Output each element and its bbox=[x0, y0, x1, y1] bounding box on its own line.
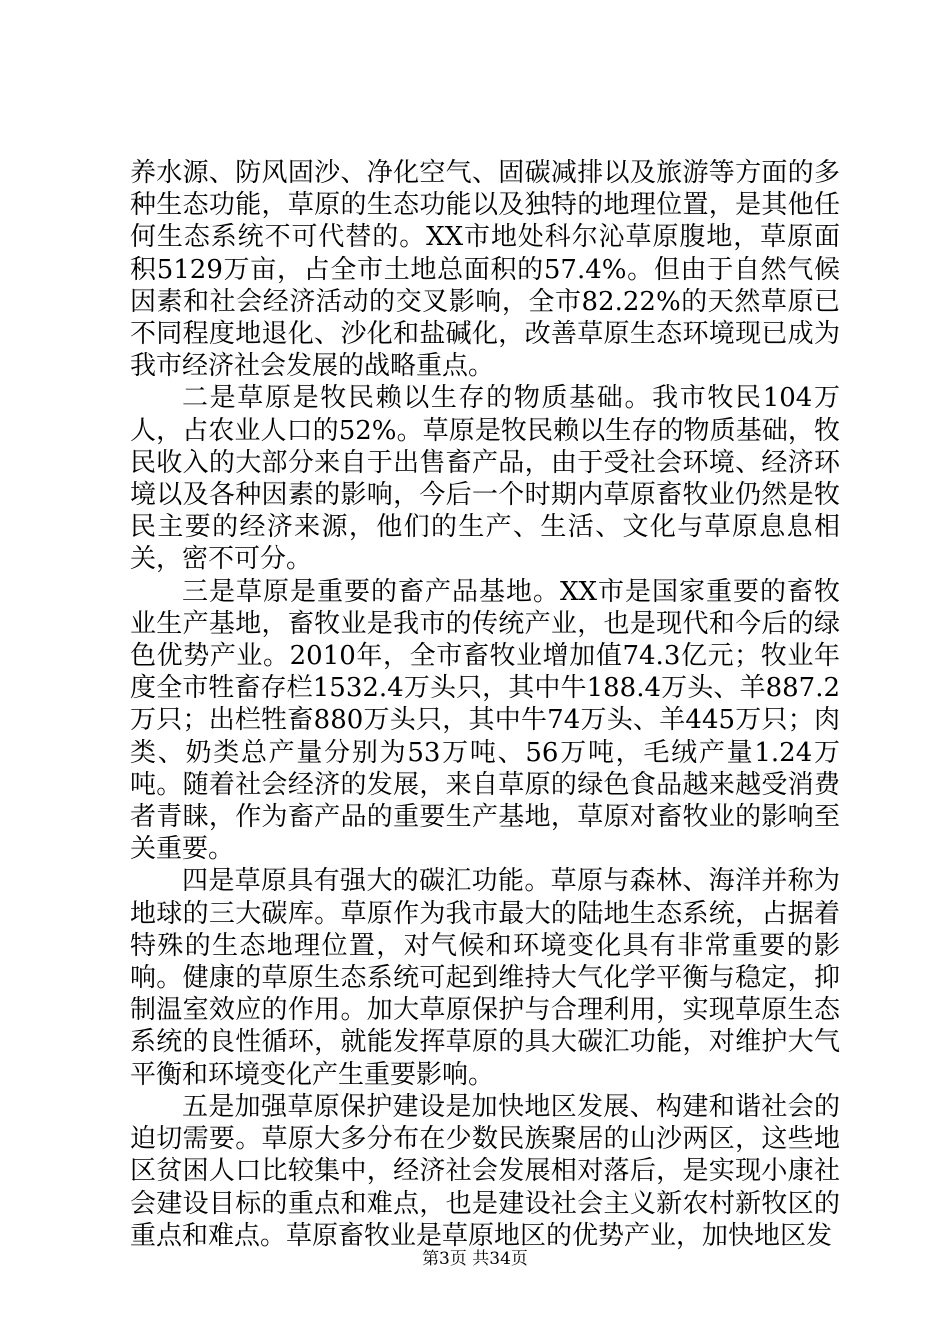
paragraph-point-five: 五是加强草原保护建设是加快地区发展、构建和谐社会的迫切需要。草原大多分布在少数民族聚居的山沙两区，这些地区贫困人口比较集中，经济社会发展相对落后，是实现小康社会建设目标的重点和难点，也是建设社会主义新农村新牧区的重点和难点。草原畜牧业是草原地区的优势产业，加快地区发 bbox=[130, 1091, 840, 1251]
document-body bbox=[130, 157, 840, 1252]
paragraph-point-two: 二是草原是牧民赖以生存的物质基础。我市牧民104万人，占农业人口的52%。草原是牧民赖以生存的物质基础，牧民收入的大部分来自于出售畜产品，由于受社会环境、经济环境以及各种因素的影响，今后一个时期内草原畜牧业仍然是牧民主要的经济来源，他们的生产、生活、文化与草原息息相关，密不可分。 bbox=[130, 383, 840, 575]
paragraph-point-four: 四是草原具有强大的碳汇功能。草原与森林、海洋并称为地球的三大碳库。草原作为我市最大的陆地生态系统，占据着特殊的生态地理位置，对气候和环境变化具有非常重要的影响。健康的草原生态系统可起到维持大气化学平衡与稳定，抑制温室效应的作用。加大草原保护与合理利用，实现草原生态系统的良性循环，就能发挥草原的具大碳汇功能，对维护大气平衡和环境变化产生重要影响。 bbox=[130, 866, 840, 1090]
paragraph-continuation: 养水源、防风固沙、净化空气、固碳减排以及旅游等方面的多种生态功能，草原的生态功能以及独特的地理位置，是其他任何生态系统不可代替的。XX市地处科尔沁草原腹地，草原面积5129万亩，占全市土地总面积的57.4%。但由于自然气候因素和社会经济活动的交叉影响，全市82.22%的天然草原已不同程度地退化、沙化和盐碱化，改善草原生态环境现已成为我市经济社会发展的战略重点。 bbox=[130, 158, 840, 382]
paragraph-point-three: 三是草原是重要的畜产品基地。XX市是国家重要的畜牧业生产基地，畜牧业是我市的传统产业，也是现代和今后的绿色优势产业。2010年，全市畜牧业增加值74.3亿元；牧业年度全市牲畜存栏1532.4万头只，其中牛188.4万头、羊887.2万只；出栏牲畜880万头只，其中牛74万头、羊445万只；肉类、奶类总产量分别为53万吨、56万吨，毛绒产量1.24万吨。随着社会经济的发展，来自草原的绿色食品越来越受消费者青睐，作为畜产品的重要生产基地，草原对畜牧业的影响至关重要。 bbox=[130, 576, 840, 865]
page-number-footer: 第3页 共34页 bbox=[422, 1249, 528, 1269]
